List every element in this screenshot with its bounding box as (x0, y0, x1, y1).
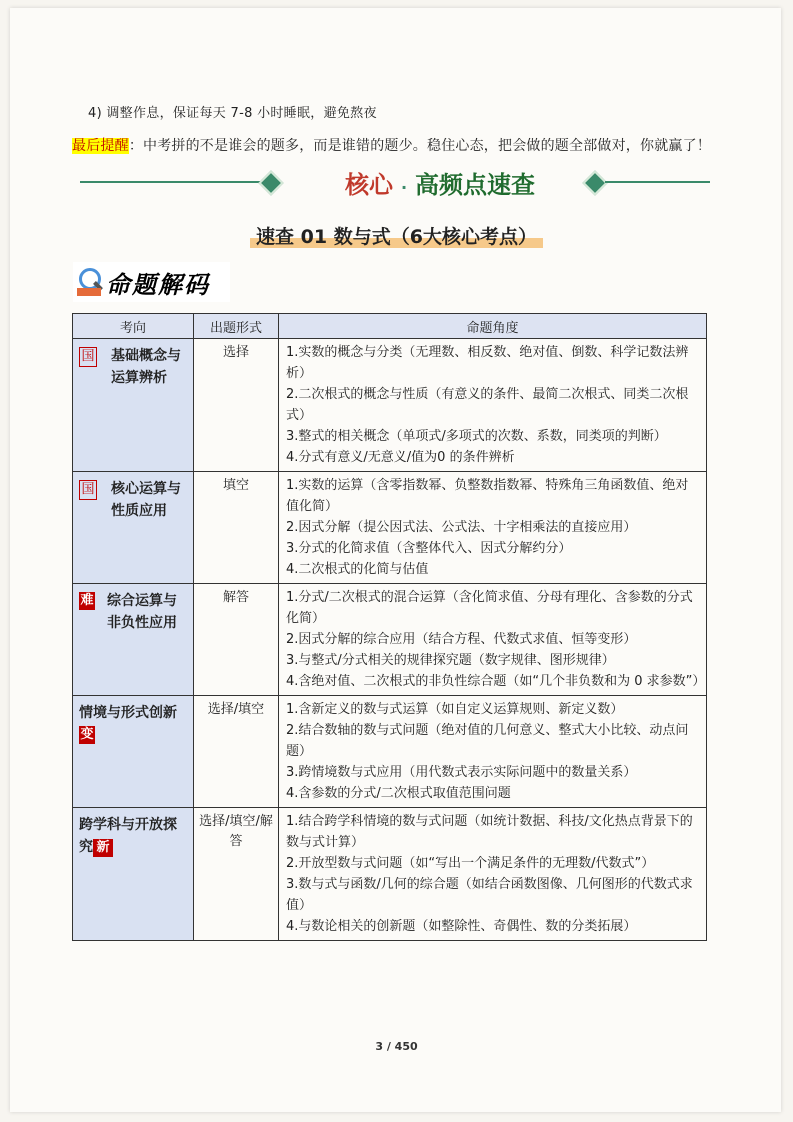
mingti-jiema-logo (73, 262, 230, 302)
banner-part1: 核心 (344, 171, 393, 199)
angle-item: 2.因式分解（提公因式法、公式法、十字相乘法的直接应用） (286, 520, 637, 535)
category-cell (73, 472, 194, 584)
category-cell (73, 696, 194, 808)
angle-item: 4.与数论相关的创新题（如整除性、奇偶性、数的分类拓展） (286, 919, 637, 934)
table-row (73, 584, 707, 696)
category-label: 基础概念与运算辨析 (111, 348, 181, 386)
banner-line-right (605, 181, 710, 183)
angle-item: 1.实数的运算（含零指数幂、负整数指数幂、特殊角三角函数值、绝对值化简） (286, 478, 689, 514)
angle-cell (279, 584, 707, 696)
table-row (73, 339, 707, 472)
page-number: 3 / 450 (375, 1040, 418, 1053)
section-banner (80, 165, 710, 199)
category-cell (73, 808, 194, 941)
banner-part2: 高频点速查 (415, 171, 536, 199)
banner-title (295, 165, 585, 200)
category-label: 情境与形式创新 (79, 705, 177, 721)
table-row (73, 696, 707, 808)
angle-item: 4.含绝对值、二次根式的非负性综合题（如“几个非负数和为 0 求参数”） (286, 674, 706, 689)
guo-badge-icon: 国 (79, 480, 97, 500)
tip-line-4: 4) 调整作息，保证每天 7-8 小时睡眠，避免熬夜 (88, 106, 377, 121)
angle-item: 2.开放型数与式问题（如“写出一个满足条件的无理数/代数式”） (286, 856, 655, 871)
header-angle: 命题角度 (279, 314, 707, 339)
reminder-text: ：中考拼的不是谁会的题多，而是谁错的题少。稳住心态，把会做的题全部做对，你就赢了！ (128, 138, 712, 154)
guo-badge-icon: 国 (79, 347, 97, 367)
angle-item: 1.分式/二次根式的混合运算（含化简求值、分母有理化、含参数的分式化简） (286, 590, 693, 626)
format-cell: 选择 (194, 339, 279, 472)
angle-item: 4.含参数的分式/二次根式取值范围问题 (286, 786, 511, 801)
banner-line-left (80, 181, 260, 183)
category-label: 跨学科与开放探究 (79, 817, 177, 855)
angle-item: 2.二次根式的概念与性质（有意义的条件、最简二次根式、同类二次根式） (286, 387, 689, 423)
category-label: 核心运算与性质应用 (111, 481, 181, 519)
format-cell: 解答 (194, 584, 279, 696)
table-row (73, 808, 707, 941)
angle-item: 1.含新定义的数与式运算（如自定义运算规则、新定义数） (286, 702, 624, 717)
format-cell: 选择/填空/解答 (194, 808, 279, 941)
angle-item: 4.分式有意义/无意义/值为0 的条件辨析 (286, 450, 515, 465)
final-reminder (72, 135, 711, 155)
reminder-label: 最后提醒 (72, 138, 129, 154)
angle-item: 2.因式分解的综合应用（结合方程、代数式求值、恒等变形） (286, 632, 637, 647)
book-icon (77, 288, 101, 296)
topic-table (72, 313, 707, 941)
logo-text: 命题解码 (106, 270, 210, 299)
angle-item: 3.跨情境数与式应用（用代数式表示实际问题中的数量关系） (286, 765, 637, 780)
format-cell: 选择/填空 (194, 696, 279, 808)
header-format: 出题形式 (194, 314, 279, 339)
angle-cell (279, 808, 707, 941)
diamond-icon (258, 170, 283, 195)
table-row (73, 472, 707, 584)
banner-sep: · (400, 178, 408, 197)
angle-item: 3.分式的化简求值（含整体代入、因式分解约分） (286, 541, 572, 556)
header-direction: 考向 (73, 314, 194, 339)
angle-cell (279, 696, 707, 808)
angle-item: 2.结合数轴的数与式问题（绝对值的几何意义、整式大小比较、动点问题） (286, 723, 689, 759)
angle-item: 3.整式的相关概念（单项式/多项式的次数、系数，同类项的判断） (286, 429, 667, 444)
table-header-row (73, 314, 707, 339)
angle-cell (279, 472, 707, 584)
angle-item: 4.二次根式的化简与估值 (286, 562, 429, 577)
angle-item: 1.结合跨学科情境的数与式问题（如统计数据、科技/文化热点背景下的数与式计算） (286, 814, 693, 850)
category-cell (73, 584, 194, 696)
diamond-icon (582, 170, 607, 195)
angle-item: 1.实数的概念与分类（无理数、相反数、绝对值、倒数、科学记数法辨析） (286, 345, 689, 381)
section-title: 速查 01 数与式（6大核心考点） (0, 222, 793, 249)
angle-item: 3.数与式与函数/几何的综合题（如结合函数图像、几何图形的代数式求值） (286, 877, 693, 913)
angle-cell (279, 339, 707, 472)
category-cell (73, 339, 194, 472)
angle-item: 3.与整式/分式相关的规律探究题（数字规律、图形规律） (286, 653, 615, 668)
xin-badge-icon: 新 (93, 839, 113, 857)
format-cell: 填空 (194, 472, 279, 584)
category-label: 综合运算与非负性应用 (107, 593, 177, 631)
nan-badge-icon: 难 (80, 593, 94, 608)
bian-badge-icon: 变 (80, 727, 94, 742)
